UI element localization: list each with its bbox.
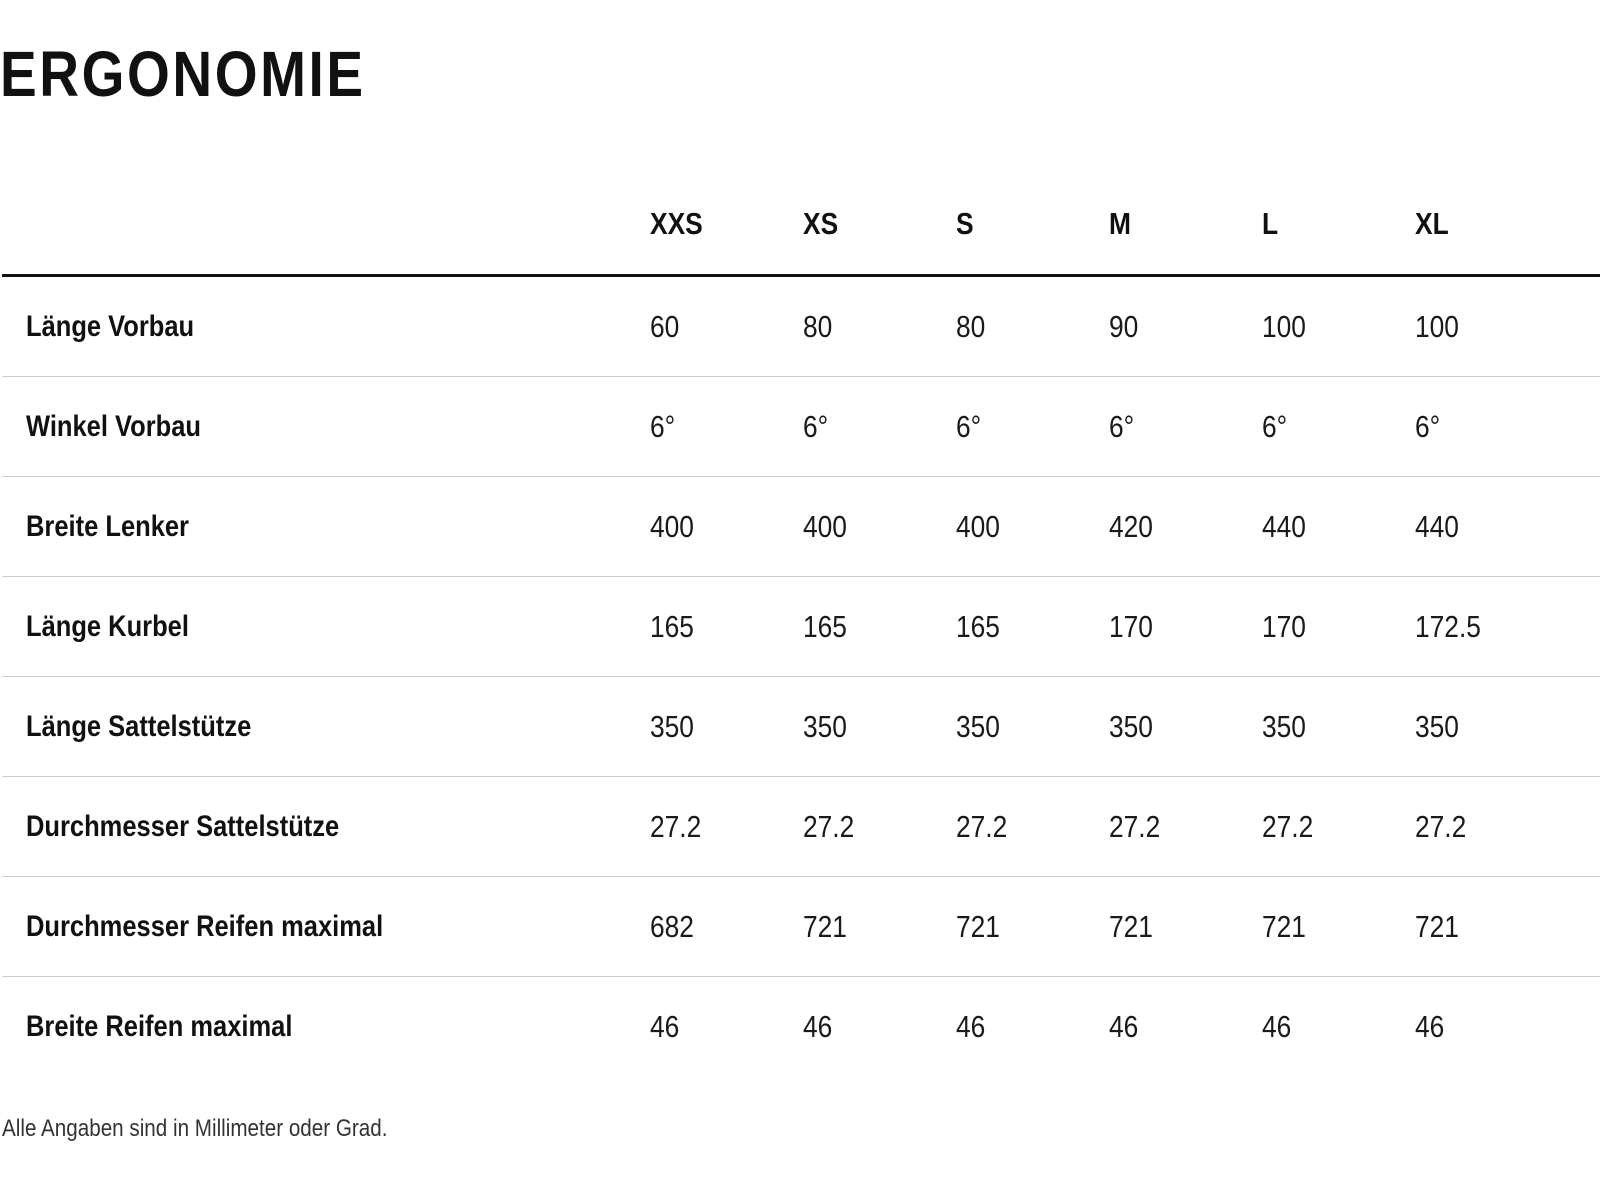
table-cell: 440 <box>1415 509 1459 544</box>
table-cell: 350 <box>803 709 847 744</box>
table-cell: 400 <box>956 509 1000 544</box>
table-cell: 100 <box>1262 309 1306 344</box>
table-cell: 46 <box>1262 1009 1292 1044</box>
table-row-durchmesser-sattelstuetze <box>2 777 1600 877</box>
table-row-laenge-kurbel <box>2 577 1600 677</box>
table-cell: 80 <box>956 309 986 344</box>
column-header-s: S <box>956 206 974 241</box>
table-row-breite-lenker <box>2 477 1600 577</box>
column-header-xxs: XXS <box>650 206 703 241</box>
table-cell: 400 <box>650 509 694 544</box>
table-cell: 350 <box>956 709 1000 744</box>
table-cell: 80 <box>803 309 833 344</box>
table-cell: 721 <box>803 909 847 944</box>
column-header-xs: XS <box>803 206 839 241</box>
row-label: Durchmesser Reifen maximal <box>26 910 384 943</box>
table-cell: 721 <box>1415 909 1459 944</box>
row-label: Breite Reifen maximal <box>26 1010 293 1043</box>
table-cell: 682 <box>650 909 694 944</box>
row-label: Winkel Vorbau <box>26 410 201 443</box>
table-cell: 172.5 <box>1415 609 1481 644</box>
table-cell: 165 <box>956 609 1000 644</box>
table-cell: 46 <box>803 1009 833 1044</box>
table-header-row <box>2 180 1600 277</box>
table-row-winkel-vorbau <box>2 377 1600 477</box>
table-cell: 165 <box>650 609 694 644</box>
table-cell: 6° <box>1415 409 1441 444</box>
page-title: ERGONOMIE <box>0 38 366 110</box>
table-row-laenge-vorbau <box>2 277 1600 377</box>
row-label: Länge Kurbel <box>26 610 189 643</box>
table-cell: 721 <box>956 909 1000 944</box>
table-cell: 6° <box>956 409 982 444</box>
table-row-durchmesser-reifen-maximal <box>2 877 1600 977</box>
table-cell: 27.2 <box>1415 809 1467 844</box>
table-cell: 440 <box>1262 509 1306 544</box>
geometry-table <box>2 180 1600 1076</box>
row-label: Breite Lenker <box>26 510 189 543</box>
column-header-l: L <box>1262 206 1279 241</box>
units-footnote: Alle Angaben sind in Millimeter oder Grad. <box>2 1115 388 1142</box>
table-row-breite-reifen-maximal <box>2 977 1600 1076</box>
column-header-xl: XL <box>1415 206 1449 241</box>
row-label: Länge Vorbau <box>26 310 195 343</box>
table-cell: 46 <box>1415 1009 1445 1044</box>
table-cell: 350 <box>650 709 694 744</box>
table-cell: 60 <box>650 309 680 344</box>
table-cell: 350 <box>1262 709 1306 744</box>
table-cell: 721 <box>1109 909 1153 944</box>
table-row-laenge-sattelstuetze <box>2 677 1600 777</box>
table-cell: 6° <box>1109 409 1135 444</box>
table-cell: 6° <box>803 409 829 444</box>
table-cell: 100 <box>1415 309 1459 344</box>
row-label: Länge Sattelstütze <box>26 710 252 743</box>
table-cell: 27.2 <box>1262 809 1314 844</box>
table-cell: 27.2 <box>650 809 702 844</box>
table-cell: 400 <box>803 509 847 544</box>
table-cell: 6° <box>1262 409 1288 444</box>
table-cell: 27.2 <box>1109 809 1161 844</box>
table-cell: 90 <box>1109 309 1139 344</box>
column-header-m: M <box>1109 206 1131 241</box>
table-cell: 165 <box>803 609 847 644</box>
table-cell: 170 <box>1109 609 1153 644</box>
table-cell: 27.2 <box>956 809 1008 844</box>
table-cell: 170 <box>1262 609 1306 644</box>
table-cell: 46 <box>650 1009 680 1044</box>
table-cell: 27.2 <box>803 809 855 844</box>
table-cell: 721 <box>1262 909 1306 944</box>
table-cell: 420 <box>1109 509 1153 544</box>
table-cell: 350 <box>1109 709 1153 744</box>
table-cell: 46 <box>1109 1009 1139 1044</box>
table-cell: 350 <box>1415 709 1459 744</box>
table-cell: 46 <box>956 1009 986 1044</box>
row-label: Durchmesser Sattelstütze <box>26 810 340 843</box>
table-cell: 6° <box>650 409 676 444</box>
